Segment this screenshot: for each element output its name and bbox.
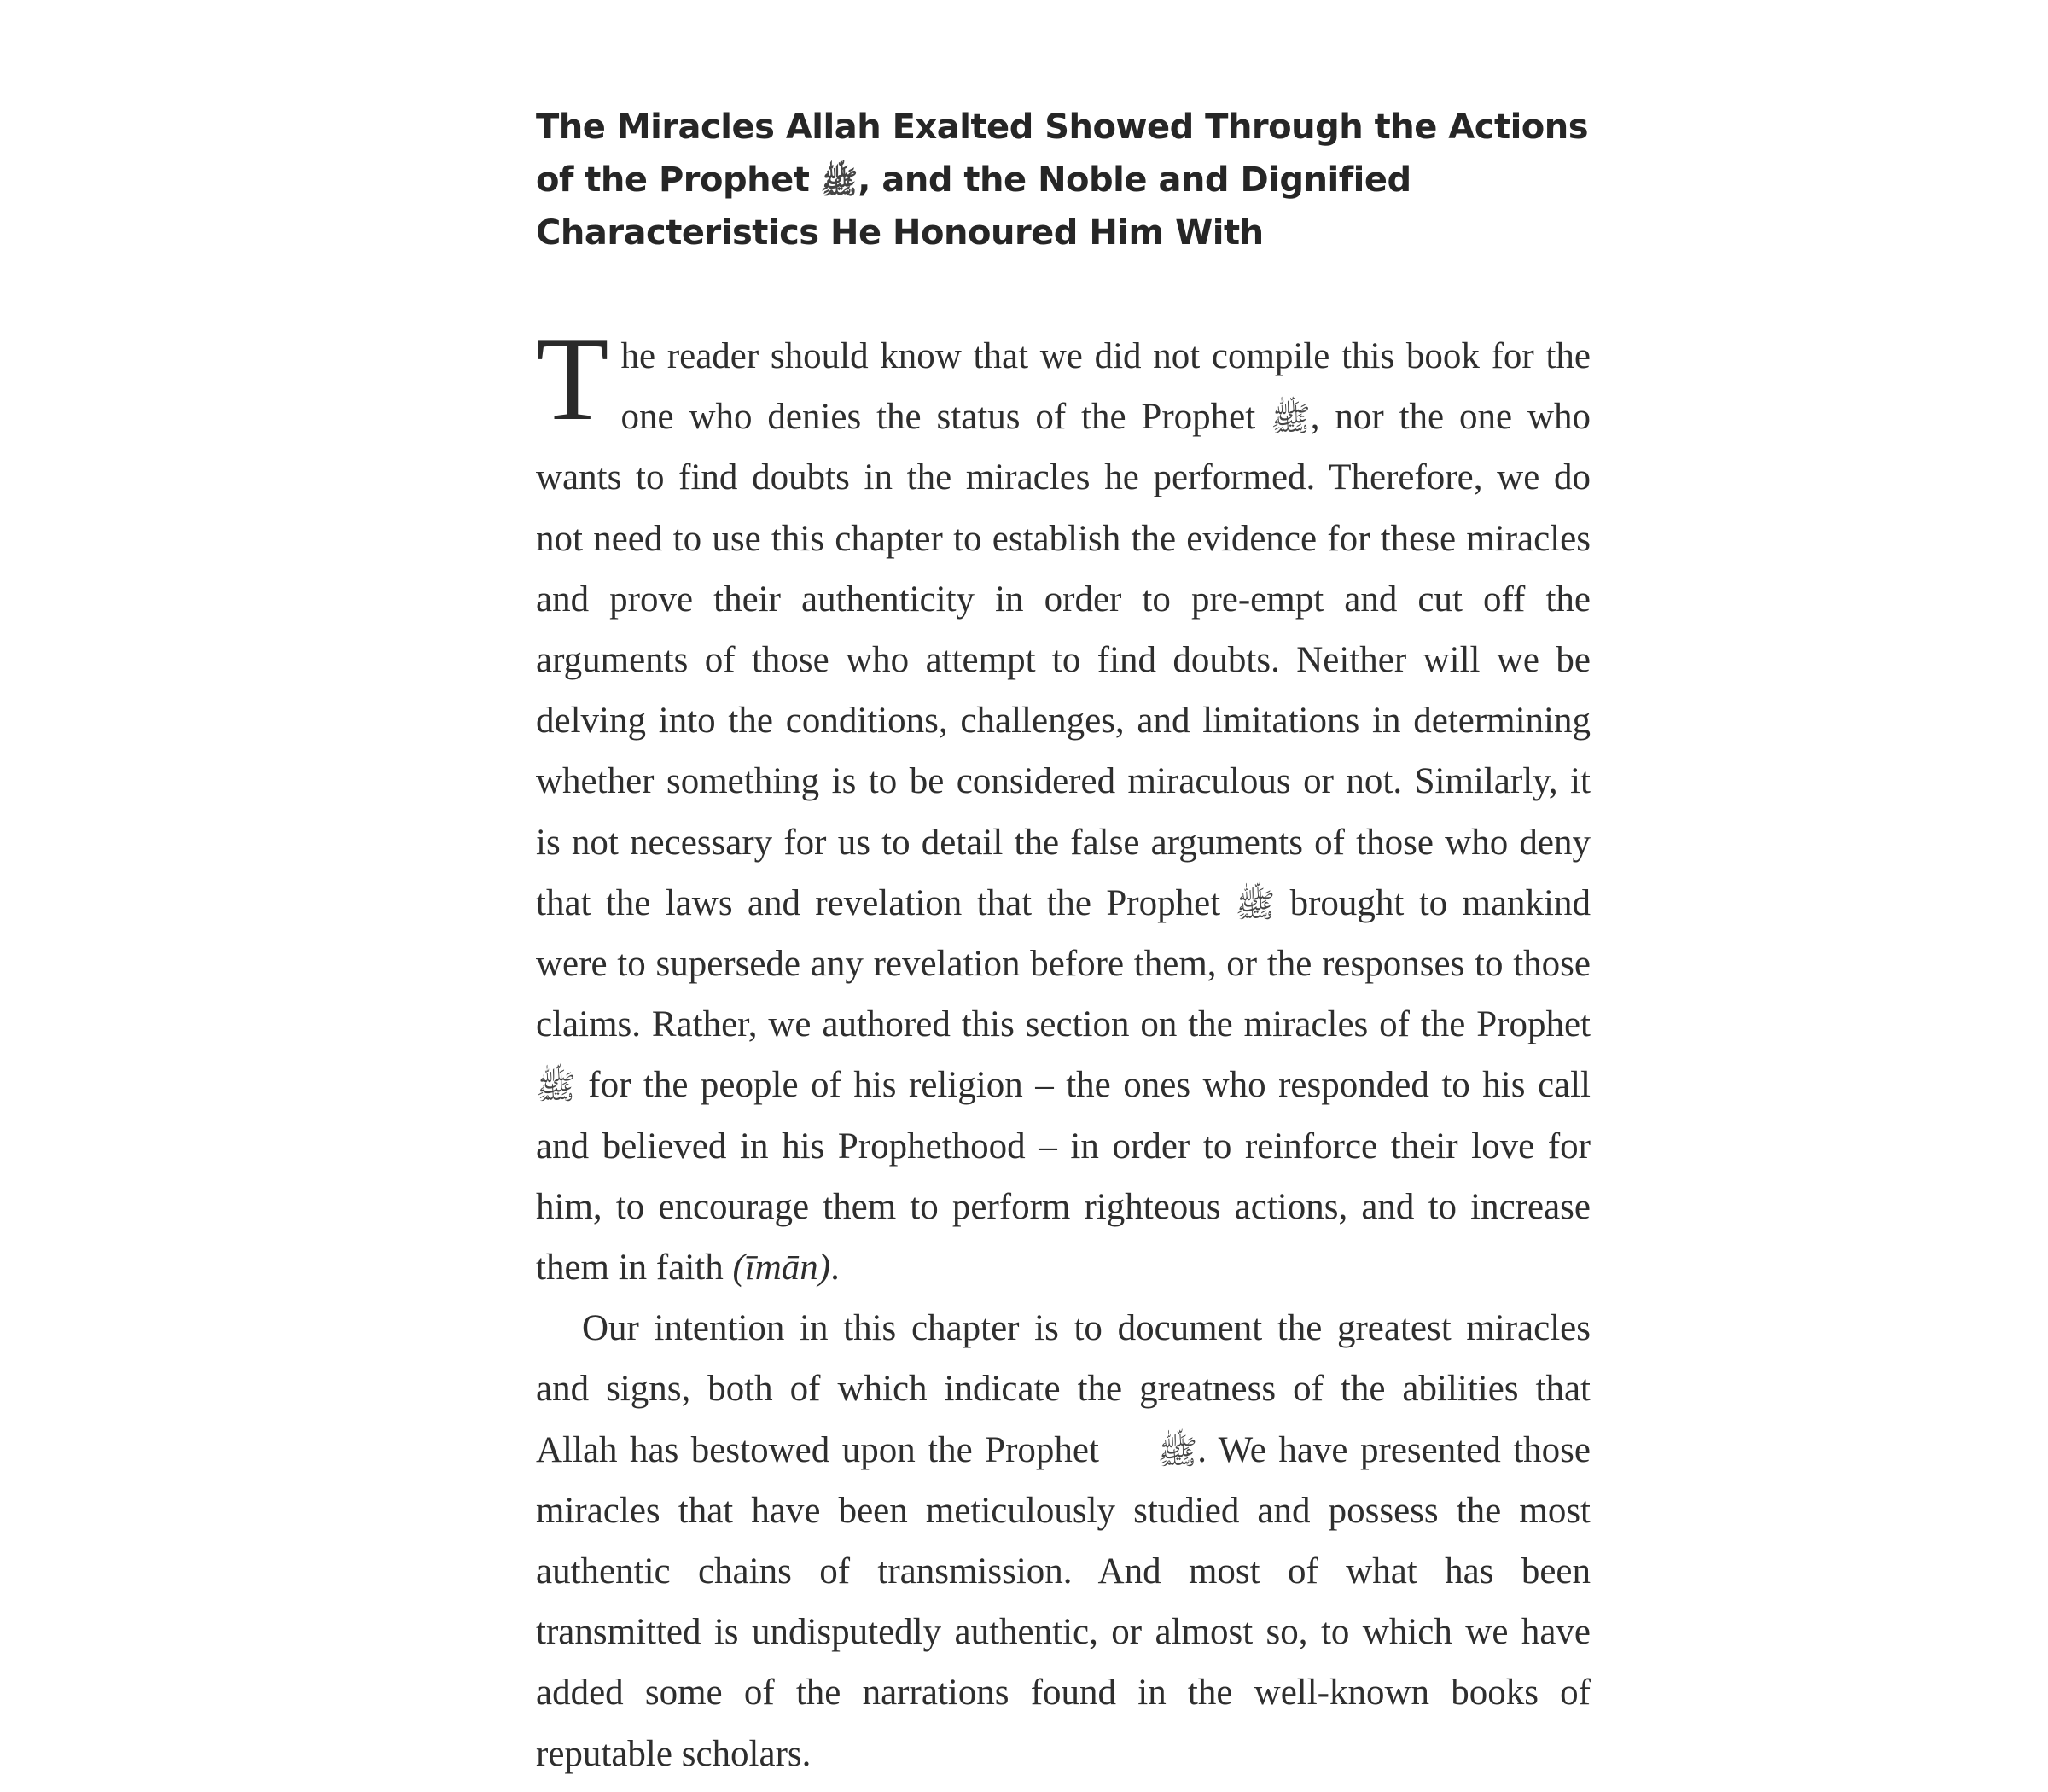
honorific-icon: ﷺ xyxy=(1271,400,1311,439)
honorific-icon: ﷺ xyxy=(1235,886,1276,925)
paragraph-2-text-2: . We have presented those miracles that have been meticulously studied and possess the most authentic chains of transmission. And most of what has been transmitted is undisputedly authentic, or almost so, to which we have added some of the narrations found in the well-known books of reputable scholars. xyxy=(536,1429,1591,1774)
honorific-icon: ﷺ xyxy=(820,166,858,201)
chapter-title-part-2: , and the Noble and Dignified Characteristics He Honoured Him With xyxy=(536,160,1411,253)
paragraph-2-text-1: Our intention in this chapter is to document the greatest miracles and signs, both of which indicate the greatness of the abilities that Allah has bestowed upon the Prophet xyxy=(536,1308,1591,1470)
chapter-title-part-1: The Miracles Allah Exalted Showed Through the Actions of the Prophet xyxy=(536,108,1589,200)
paragraph-1 xyxy=(536,313,1591,1298)
paragraph-2 xyxy=(536,1298,1591,1784)
paragraph-1-end: . xyxy=(830,1248,840,1289)
paragraph-1-text-1: he reader should know that we did not compile this book for the one who denies the status of the Prophet xyxy=(620,336,1591,438)
paragraph-1-text-3: brought to mankind were to supersede any revelation before them, or the responses to those claims. Rather, we authored this section on the miracles of the Prophet xyxy=(536,882,1591,1045)
book-page xyxy=(536,101,1591,1784)
drop-cap: T xyxy=(536,313,609,445)
chapter-title xyxy=(536,101,1591,259)
italic-term: (īmān) xyxy=(732,1248,831,1289)
paragraph-1-text-4: for the people of his religion – the ones who responded to his call and believed in his Prophethood – in order to reinforce their love for him, to encourage them to perform righteous actions, and to increase them in faith xyxy=(536,1065,1591,1289)
paragraph-1-text-2: , nor the one who wants to find doubts in the miracles he performed. Therefore, we do not need to use this chapter to establish the evidence for these miracles and prove their authenticity in order to pre-empt and cut off the arguments of those who attempt to find doubts. Neither will we be delving into the conditions, challenges, and limitations in determining whether something is to be considered miraculous or not. Similarly, it is not necessary for us to detail the false arguments of those who deny that the laws and revelation that the Prophet xyxy=(536,397,1591,923)
honorific-icon: ﷺ xyxy=(536,1068,576,1108)
honorific-icon: ﷺ xyxy=(1157,1433,1198,1472)
